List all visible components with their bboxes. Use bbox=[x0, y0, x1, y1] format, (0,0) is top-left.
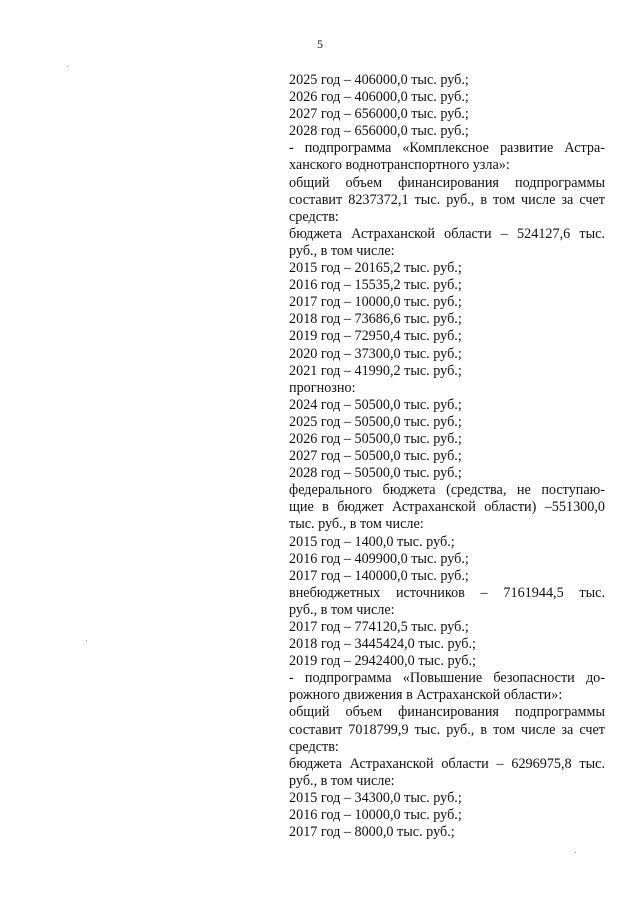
text-line: 2025 год – 406000,0 тыс. руб.; bbox=[289, 72, 469, 88]
text-line: средств: bbox=[289, 738, 339, 755]
text-line: 2016 год – 10000,0 тыс. руб.; bbox=[289, 807, 462, 824]
text-line: - подпрограмма «Повышение безопасности до- bbox=[289, 670, 605, 687]
text-line: 2018 год – 73686,6 тыс. руб.; bbox=[289, 311, 462, 328]
text-line: 2021 год – 41990,2 тыс. руб.; bbox=[289, 362, 462, 379]
text-line: 2027 год – 656000,0 тыс. руб.; bbox=[289, 106, 469, 123]
text-line: 2017 год – 8000,0 тыс. руб.; bbox=[289, 824, 455, 841]
text-line: 2025 год – 50500,0 тыс. руб.; bbox=[289, 413, 462, 430]
text-line: тыс. руб., в том числе: bbox=[289, 516, 424, 533]
text-line: 2026 год – 406000,0 тыс. руб.; bbox=[289, 89, 469, 106]
text-line: руб., в том числе: bbox=[289, 601, 395, 618]
scan-speck bbox=[86, 640, 87, 641]
text-line: ханского воднотранспортного узла»: bbox=[289, 157, 510, 174]
scan-speck bbox=[575, 852, 576, 853]
text-line: средств: bbox=[289, 208, 339, 225]
text-line: 2016 год – 409900,0 тыс. руб.; bbox=[289, 550, 469, 567]
text-line: рожного движения в Астраханской области»: bbox=[289, 687, 563, 704]
text-line: внебюджетных источников – 7161944,5 тыс. bbox=[289, 584, 605, 601]
text-line: руб., в том числе: bbox=[289, 772, 395, 789]
text-line: 2017 год – 140000,0 тыс. руб.; bbox=[289, 567, 469, 584]
text-line: бюджета Астраханской области – 524127,6 тыс. bbox=[289, 225, 605, 242]
text-line: 2015 год – 34300,0 тыс. руб.; bbox=[289, 789, 462, 806]
text-line: общий объем финансирования подпрограммы bbox=[289, 174, 605, 191]
text-line: прогнозно: bbox=[289, 379, 356, 396]
text-line: щие в бюджет Астраханской области) –551300,0 bbox=[289, 499, 605, 516]
text-line: 2019 год – 2942400,0 тыс. руб.; bbox=[289, 653, 476, 670]
text-line: федерального бюджета (средства, не поступаю- bbox=[289, 482, 605, 499]
text-line: 2024 год – 50500,0 тыс. руб.; bbox=[289, 396, 462, 413]
text-line: 2026 год – 50500,0 тыс. руб.; bbox=[289, 430, 462, 447]
text-line: 2017 год – 10000,0 тыс. руб.; bbox=[289, 294, 462, 311]
page-number: 5 bbox=[317, 37, 323, 51]
document-body bbox=[289, 72, 605, 841]
text-line: составит 7018799,9 тыс. руб., в том числе за счет bbox=[289, 721, 605, 738]
text-line: общий объем финансирования подпрограммы bbox=[289, 704, 605, 721]
text-line: 2028 год – 656000,0 тыс. руб.; bbox=[289, 123, 469, 140]
text-line: 2028 год – 50500,0 тыс. руб.; bbox=[289, 465, 462, 482]
text-line: - подпрограмма «Комплексное развитие Астра- bbox=[289, 140, 605, 157]
text-line: бюджета Астраханской области – 6296975,8 тыс. bbox=[289, 755, 605, 772]
scan-speck bbox=[67, 66, 68, 67]
text-line: 2020 год – 37300,0 тыс. руб.; bbox=[289, 345, 462, 362]
text-line: 2019 год – 72950,4 тыс. руб.; bbox=[289, 328, 462, 345]
text-line: 2015 год – 1400,0 тыс. руб.; bbox=[289, 533, 455, 550]
text-line: составит 8237372,1 тыс. руб., в том числе за счет bbox=[289, 191, 605, 208]
text-line: 2016 год – 15535,2 тыс. руб.; bbox=[289, 277, 462, 294]
text-line: 2018 год – 3445424,0 тыс. руб.; bbox=[289, 636, 476, 653]
text-line: руб., в том числе: bbox=[289, 242, 395, 259]
text-line: 2015 год – 20165,2 тыс. руб.; bbox=[289, 260, 462, 277]
text-line: 2027 год – 50500,0 тыс. руб.; bbox=[289, 448, 462, 465]
text-line: 2017 год – 774120,5 тыс. руб.; bbox=[289, 619, 469, 635]
